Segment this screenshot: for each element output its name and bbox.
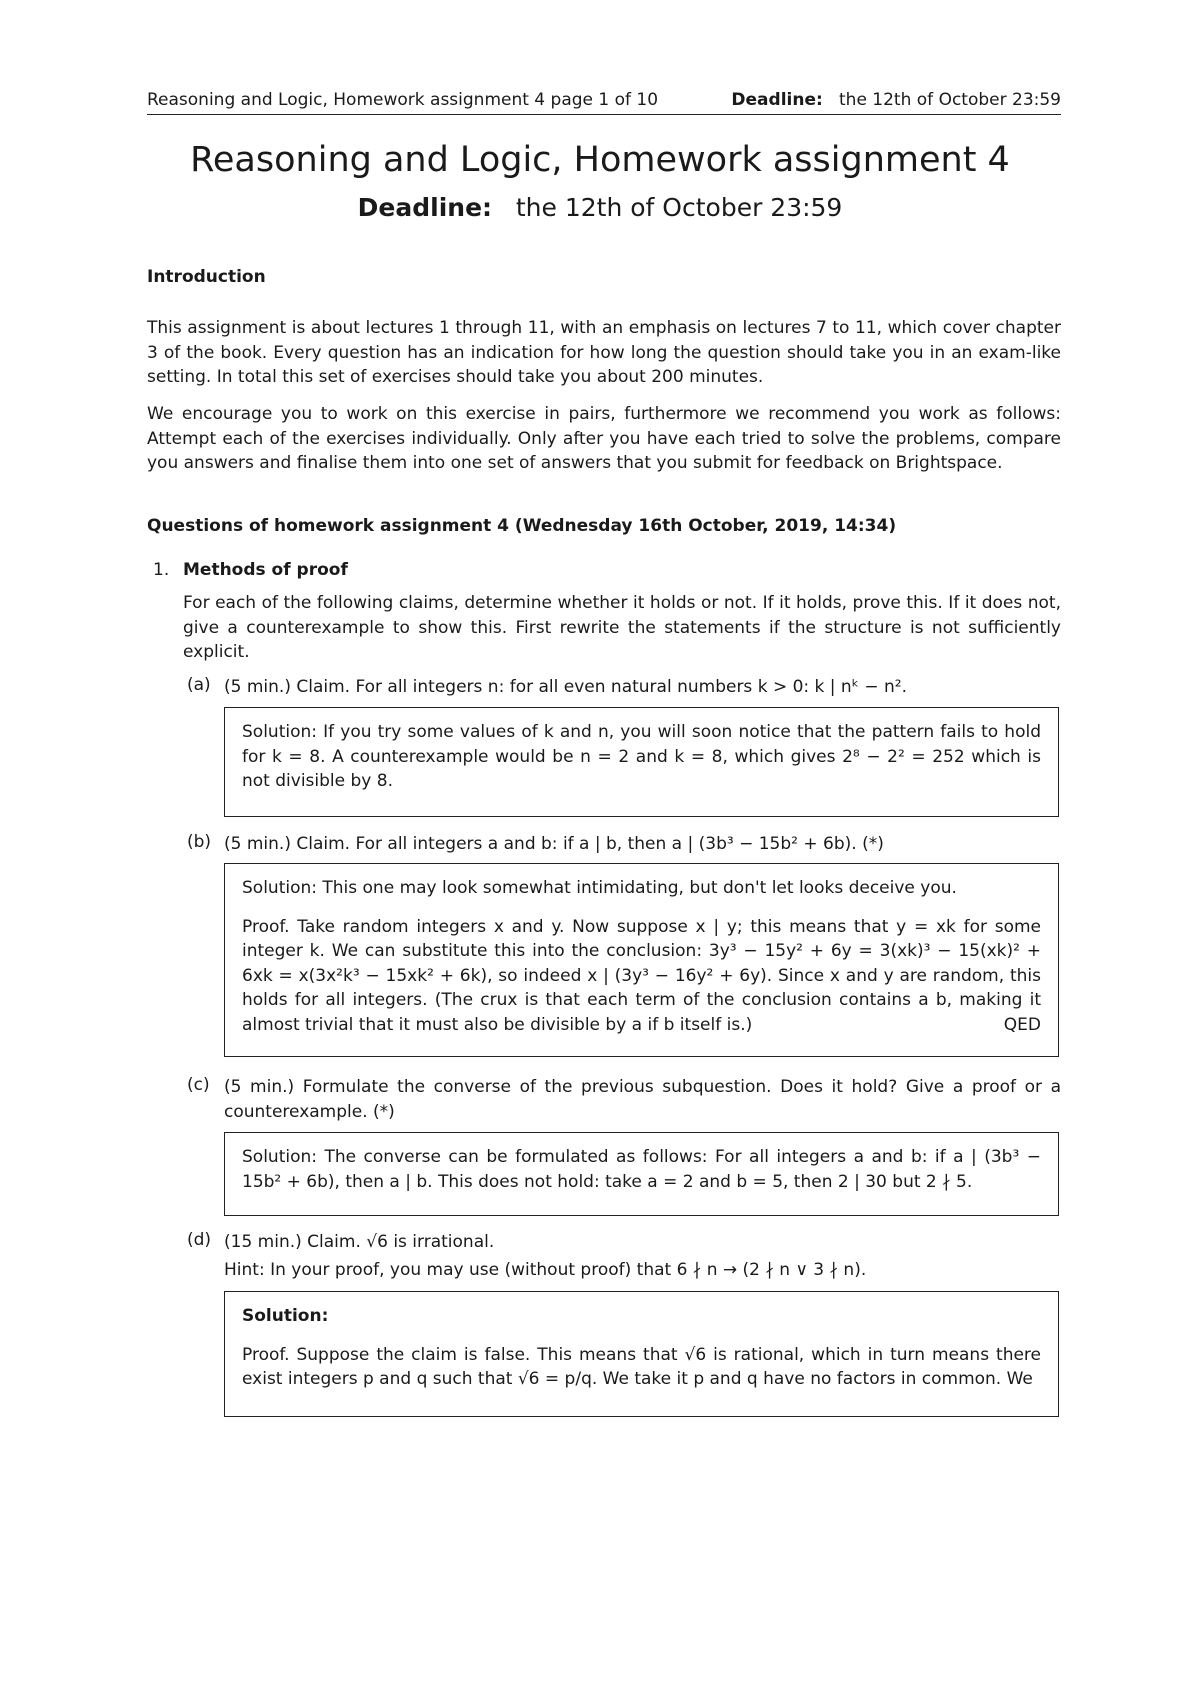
running-header-title: Reasoning and Logic, Homework assignment 4 page 1 of 10 (147, 90, 659, 110)
running-header-deadline-label: Deadline: (731, 90, 823, 110)
solution-b-proof-text: Proof. Take random integers x and y. Now suppose x | y; this means that y = xk for some integer k. We can substitute this into the conclusion: 3y³ − 15y² + 6y = 3(xk)³ − 15(xk)² + 6xk = x(3x²k³ − 15xk² + 6k), so indeed x | (3y³ − 16y² + 6y). Since x and y are random, this holds for all integers. (The crux is that each term of the conclusion contains a b, making it almost trivial that it must also be divisible by a if b itself is.) (242, 916, 1041, 1035)
running-header-deadline-value: the 12th of October 23:59 (839, 90, 1061, 110)
introduction-paragraph-2: We encourage you to work on this exercise in pairs, furthermore we recommend you work as follows: Attempt each of the exercises individually. Only after you have each tried to solve the problems, compare you answers and finalise them into one set of answers that you submit for feedback on Brightspace. (147, 404, 1061, 473)
question-title: Methods of proof (183, 560, 348, 580)
introduction-paragraph-1: This assignment is about lectures 1 through 11, with an emphasis on lectures 7 to 11, which cover chapter 3 of the book. Every question has an indication for how long the question should take you in an exam-like setting. In total this set of exercises should take you about 200 minutes. (147, 318, 1061, 387)
subquestion-d-hint: Hint: In your proof, you may use (without proof) that 6 ∤ n → (2 ∤ n ∨ 3 ∤ n). (224, 1260, 867, 1280)
page-title: Reasoning and Logic, Homework assignment 4 (190, 140, 1010, 180)
solution-d-proof: Proof. Suppose the claim is false. This means that √6 is rational, which in turn means there exist integers p and q such that √6 = p/q. We take it p and q have no factors in common. We (242, 1344, 1041, 1389)
subquestion-b-text: (5 min.) Claim. For all integers a and b: if a | b, then a | (3b³ − 15b² + 6b). (*) (224, 834, 884, 854)
question-number: 1. (153, 560, 170, 580)
subquestion-b-label: (b) (187, 832, 212, 852)
solution-box-c (224, 1132, 1059, 1216)
introduction-heading: Introduction (147, 267, 266, 287)
subtitle-deadline-label: Deadline: (357, 193, 493, 222)
solution-box-b (224, 863, 1059, 1057)
qed-mark: QED (1003, 1014, 1041, 1035)
question-body: For each of the following claims, determine whether it holds or not. If it holds, prove this. If it does not, give a counterexample to show this. First rewrite the statements if the structure is not sufficiently explicit. (183, 593, 1061, 662)
solution-c-text: Solution: The converse can be formulated as follows: For all integers a and b: if a | (3b³ − 15b² + 6b), then a | b. This does not hold: take a = 2 and b = 5, then 2 | 30 but 2 ∤ 5. (242, 1147, 1041, 1192)
subquestion-d-text: (15 min.) Claim. √6 is irrational. (224, 1232, 495, 1252)
solution-b-intro: Solution: This one may look somewhat intimidating, but don't let looks deceive you. (242, 878, 957, 898)
solution-box-a (224, 707, 1059, 817)
subquestion-c-text: (5 min.) Formulate the converse of the previous subquestion. Does it hold? Give a proof or a counterexample. (*) (224, 1077, 1061, 1122)
subquestion-d-label: (d) (187, 1230, 212, 1250)
subtitle-deadline-value: the 12th of October 23:59 (515, 193, 843, 222)
running-header (147, 88, 1061, 115)
subquestion-c-label: (c) (187, 1075, 210, 1095)
questions-heading: Questions of homework assignment 4 (Wednesday 16th October, 2019, 14:34) (147, 516, 897, 536)
subquestion-a-text: (5 min.) Claim. For all integers n: for all even natural numbers k > 0: k | nᵏ − n². (224, 677, 907, 697)
page-subtitle (0, 193, 1200, 222)
subquestion-a-label: (a) (187, 675, 211, 695)
solution-b-proof (242, 915, 1041, 1038)
solution-a-text: Solution: If you try some values of k and n, you will soon notice that the pattern fails to hold for k = 8. A counterexample would be n = 2 and k = 8, which gives 2⁸ − 2² = 252 which is not divisible by 8. (242, 722, 1041, 791)
solution-box-d (224, 1291, 1059, 1417)
running-header-deadline (731, 90, 1061, 110)
solution-d-label: Solution: (242, 1306, 329, 1326)
